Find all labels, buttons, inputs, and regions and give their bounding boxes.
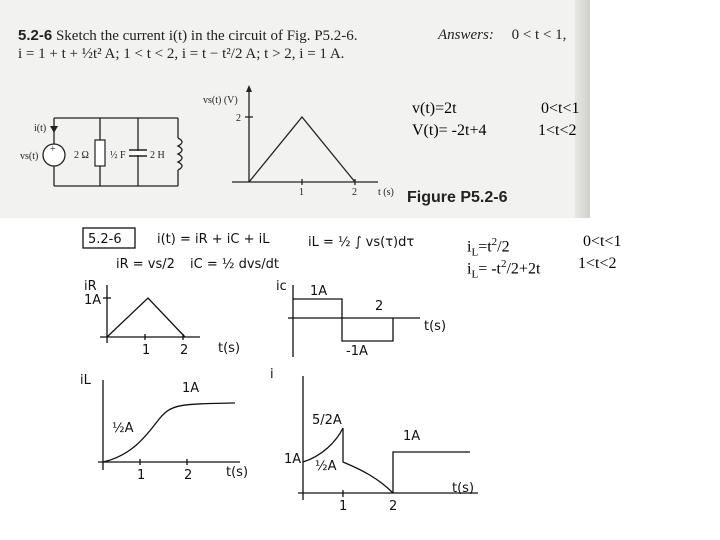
inductor-piece-2 — [467, 255, 540, 284]
graph-il-ylabel: iL — [80, 373, 91, 388]
graph-ic-ylabel: ic — [276, 279, 287, 294]
graph-i-xlabel: t(s) — [452, 481, 475, 496]
inductor-piece-2-sub: L — [471, 268, 479, 281]
source-waveform-graph — [232, 90, 378, 185]
graph-ir-ylabel: iR — [84, 279, 97, 294]
graph-ir-x2: 2 — [180, 343, 189, 358]
graph-i-ylabel: i — [270, 367, 274, 382]
notes-ic: iC = ½ dvs/dt — [190, 257, 280, 272]
source-graph-xlabel: t (s) — [378, 187, 394, 198]
notes-box-label: 5.2-6 — [88, 232, 122, 247]
graph-i-x2: 2 — [389, 499, 398, 514]
notes-kcl: i(t) = iR + iC + iL — [157, 232, 270, 247]
graph-il-xlabel: t(s) — [226, 465, 249, 480]
notes-ir: iR = vs/2 — [116, 257, 175, 272]
inductor-piece-1-i: i — [467, 238, 472, 256]
problem-line1: Sketch the current i(t) in the circuit of Fig. P5.2-6. — [55, 28, 358, 44]
graph-ic-xlabel: t(s) — [424, 319, 447, 334]
voltage-piece-2-expr: V(t)= -2t+4 — [412, 122, 487, 139]
inductor-piece-1-range: 0<t<1 — [583, 233, 622, 250]
answers-range: 0 < t < 1, — [511, 27, 567, 43]
inductor-piece-2-rest: = -t — [478, 260, 501, 278]
resistor-symbol — [95, 140, 105, 166]
graph-i-half: ½A — [315, 459, 337, 474]
graph-ic-x2: 2 — [375, 299, 384, 314]
circuit-source-label: vs(t) — [20, 151, 39, 162]
source-graph-ylabel: vs(t) (V) — [203, 95, 238, 106]
graph-ir-xlabel: t(s) — [218, 341, 241, 356]
source-graph-xtick-1: 1 — [299, 187, 304, 198]
graph-i — [298, 376, 478, 500]
graph-il-one: 1A — [182, 381, 200, 396]
circuit-current-label: i(t) — [34, 123, 47, 134]
notes-il: iL = ½ ∫ vs(τ)dτ — [308, 235, 415, 250]
source-graph-ytick: 2 — [236, 113, 241, 124]
graph-ir-x1: 1 — [142, 343, 151, 358]
circuit-capacitor-label: ½ F — [110, 150, 126, 161]
problem-number: 5.2-6 — [18, 27, 53, 44]
graph-ir-tick: 1A — [84, 293, 102, 308]
current-arrow-icon — [50, 126, 58, 133]
voltage-piece-1-range: 0<t<1 — [541, 100, 580, 117]
graph-il-x1: 1 — [137, 468, 146, 483]
graph-il-x2: 2 — [184, 468, 193, 483]
graph-ic-neg: -1A — [346, 344, 368, 359]
inductor-piece-1-tail: /2 — [497, 238, 510, 256]
inductor-piece-2-i: i — [467, 260, 472, 278]
inductor-piece-1-rest: =t — [478, 238, 492, 256]
voltage-piece-1 — [412, 100, 457, 118]
inductor-piece-2-tail: /2+2t — [506, 260, 541, 278]
inductor-piece-1-sup: 2 — [491, 236, 498, 248]
graph-ir — [100, 285, 200, 343]
problem-line2: i = 1 + t + ½t² A; 1 < t < 2, i = t − t²/2 A; t > 2, i = 1 A. — [18, 46, 345, 62]
inductor-piece-2-sup: 2 — [500, 258, 507, 270]
inductor-piece-2-range: 1<t<2 — [578, 255, 617, 272]
source-graph-axis-arrow-icon — [246, 85, 252, 92]
graph-il-half: ½A — [112, 421, 134, 436]
answers-label: Answers: — [438, 27, 494, 43]
voltage-piece-1-expr: v(t)=2t — [412, 100, 457, 117]
circuit-inductor-label: 2 H — [150, 150, 165, 161]
graph-i-start: 1A — [284, 452, 302, 467]
inductor-piece-1-sub: L — [471, 246, 479, 259]
circuit-resistor-label: 2 Ω — [74, 150, 89, 161]
graph-i-x1: 1 — [339, 499, 348, 514]
graph-i-one: 1A — [403, 429, 421, 444]
source-plus: + — [50, 144, 56, 155]
source-graph-xtick-2: 2 — [352, 187, 357, 198]
figure-caption: Figure P5.2-6 — [407, 189, 508, 206]
graph-ic-pos: 1A — [310, 284, 328, 299]
voltage-piece-2-range: 1<t<2 — [538, 122, 577, 139]
capacitor-gap — [132, 151, 144, 155]
graph-i-peak: 5/2A — [312, 413, 342, 428]
inductor-symbol — [178, 138, 182, 170]
voltage-piece-2 — [412, 122, 486, 140]
